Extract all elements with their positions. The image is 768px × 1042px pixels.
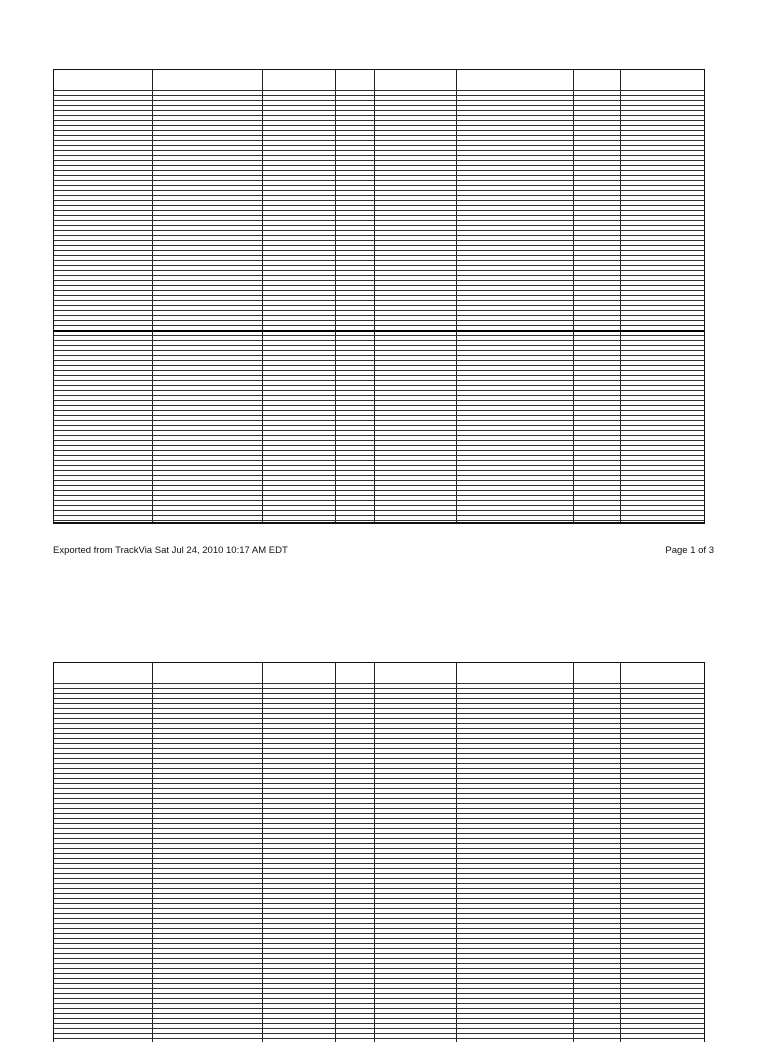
table-row xyxy=(54,988,704,989)
table-row xyxy=(54,325,704,326)
table-row xyxy=(54,500,704,501)
table-row xyxy=(54,858,704,859)
table-row xyxy=(54,225,704,226)
table-row xyxy=(54,848,704,849)
table-row xyxy=(54,365,704,366)
table-row xyxy=(54,475,704,476)
table-row xyxy=(54,295,704,296)
table-row xyxy=(54,410,704,411)
table-row xyxy=(54,490,704,491)
table-row xyxy=(54,738,704,739)
table-row xyxy=(54,1003,704,1004)
table-row xyxy=(54,1013,704,1014)
table-row xyxy=(54,938,704,939)
table-row xyxy=(54,465,704,466)
table-row xyxy=(54,105,704,106)
table-row xyxy=(54,823,704,824)
table-row xyxy=(54,330,704,332)
table-row xyxy=(54,155,704,156)
table-row xyxy=(54,898,704,899)
table-row xyxy=(54,998,704,999)
table-row xyxy=(54,240,704,241)
export-footer: Exported from TrackVia Sat Jul 24, 2010 10:17 AM EDT xyxy=(53,545,288,556)
table-row xyxy=(54,130,704,131)
page-2-table xyxy=(53,662,705,1042)
table-row xyxy=(54,520,704,521)
table-row xyxy=(54,1028,704,1029)
table-row xyxy=(54,713,704,714)
table-row xyxy=(54,195,704,196)
table-row xyxy=(54,778,704,779)
table-row xyxy=(54,763,704,764)
table-row xyxy=(54,693,704,694)
table-row xyxy=(54,275,704,276)
page-1-table xyxy=(53,69,705,524)
table-row xyxy=(54,873,704,874)
table-row xyxy=(54,310,704,311)
table-row xyxy=(54,728,704,729)
table-row xyxy=(54,703,704,704)
table-row xyxy=(54,370,704,371)
table-row xyxy=(54,863,704,864)
table-row xyxy=(54,125,704,126)
header-divider xyxy=(54,683,704,684)
table-row xyxy=(54,265,704,266)
table-row xyxy=(54,1018,704,1019)
table-row xyxy=(54,933,704,934)
table-row xyxy=(54,460,704,461)
table-row xyxy=(54,245,704,246)
table-row xyxy=(54,515,704,516)
table-row xyxy=(54,878,704,879)
table-row xyxy=(54,788,704,789)
table-row xyxy=(54,923,704,924)
table-row xyxy=(54,798,704,799)
table-row xyxy=(54,100,704,101)
table-row xyxy=(54,748,704,749)
table-row xyxy=(54,480,704,481)
table-row xyxy=(54,505,704,506)
table-row xyxy=(54,380,704,381)
table-row xyxy=(54,948,704,949)
table-row xyxy=(54,280,704,281)
table-row xyxy=(54,733,704,734)
table-row xyxy=(54,340,704,341)
table-row xyxy=(54,165,704,166)
table-row xyxy=(54,1038,704,1039)
table-row xyxy=(54,185,704,186)
table-row xyxy=(54,355,704,356)
table-row xyxy=(54,455,704,456)
table-row xyxy=(54,440,704,441)
table-row xyxy=(54,405,704,406)
table-row xyxy=(54,1033,704,1034)
table-row xyxy=(54,395,704,396)
table-row xyxy=(54,470,704,471)
table-row xyxy=(54,145,704,146)
page-number: Page 1 of 3 xyxy=(665,545,714,556)
table-row xyxy=(54,808,704,809)
table-row xyxy=(54,838,704,839)
table-row xyxy=(54,385,704,386)
table-row xyxy=(54,958,704,959)
table-row xyxy=(54,928,704,929)
table-row xyxy=(54,445,704,446)
table-row xyxy=(54,235,704,236)
table-row xyxy=(54,160,704,161)
table-row xyxy=(54,968,704,969)
table-row xyxy=(54,883,704,884)
table-row xyxy=(54,270,704,271)
table-row xyxy=(54,973,704,974)
table-row xyxy=(54,420,704,421)
table-row xyxy=(54,888,704,889)
table-row xyxy=(54,758,704,759)
table-row xyxy=(54,450,704,451)
table-row xyxy=(54,175,704,176)
table-row xyxy=(54,425,704,426)
table-row xyxy=(54,828,704,829)
table-row xyxy=(54,868,704,869)
table-row xyxy=(54,943,704,944)
table-row xyxy=(54,843,704,844)
table-row xyxy=(54,205,704,206)
table-row xyxy=(54,210,704,211)
table-row xyxy=(54,833,704,834)
table-row xyxy=(54,115,704,116)
table-row xyxy=(54,200,704,201)
table-row xyxy=(54,813,704,814)
table-row xyxy=(54,400,704,401)
table-row xyxy=(54,783,704,784)
table-row xyxy=(54,768,704,769)
table-row xyxy=(54,893,704,894)
table-row xyxy=(54,250,704,251)
table-row xyxy=(54,320,704,321)
table-row xyxy=(54,180,704,181)
table-row xyxy=(54,430,704,431)
table-row xyxy=(54,485,704,486)
table-row xyxy=(54,230,704,231)
table-row xyxy=(54,963,704,964)
table-row xyxy=(54,150,704,151)
table-row xyxy=(54,495,704,496)
table-row xyxy=(54,140,704,141)
table-row xyxy=(54,290,704,291)
table-row xyxy=(54,375,704,376)
table-row xyxy=(54,908,704,909)
table-row xyxy=(54,315,704,316)
table-row xyxy=(54,773,704,774)
table-row xyxy=(54,220,704,221)
header-divider xyxy=(54,90,704,91)
table-row xyxy=(54,95,704,96)
table-row xyxy=(54,335,704,336)
table-row xyxy=(54,903,704,904)
table-row xyxy=(54,818,704,819)
table-row xyxy=(54,285,704,286)
table-row xyxy=(54,360,704,361)
table-row xyxy=(54,510,704,511)
table-row xyxy=(54,913,704,914)
table-row xyxy=(54,435,704,436)
table-row xyxy=(54,698,704,699)
table-row xyxy=(54,215,704,216)
table-row xyxy=(54,708,704,709)
table-row xyxy=(54,170,704,171)
table-row xyxy=(54,953,704,954)
table-row xyxy=(54,390,704,391)
table-row xyxy=(54,1008,704,1009)
table-row xyxy=(54,803,704,804)
table-row xyxy=(54,300,704,301)
table-row xyxy=(54,350,704,351)
table-row xyxy=(54,793,704,794)
table-row xyxy=(54,190,704,191)
table-row xyxy=(54,983,704,984)
table-row xyxy=(54,415,704,416)
table-row xyxy=(54,978,704,979)
table-row xyxy=(54,743,704,744)
table-row xyxy=(54,993,704,994)
table-row xyxy=(54,853,704,854)
table-row xyxy=(54,723,704,724)
table-row xyxy=(54,918,704,919)
table-row xyxy=(54,260,704,261)
table-row xyxy=(54,110,704,111)
table-row xyxy=(54,345,704,346)
table-row xyxy=(54,305,704,306)
table-row xyxy=(54,120,704,121)
table-row xyxy=(54,688,704,689)
table-row xyxy=(54,255,704,256)
table-row xyxy=(54,718,704,719)
table-row xyxy=(54,135,704,136)
table-row xyxy=(54,753,704,754)
